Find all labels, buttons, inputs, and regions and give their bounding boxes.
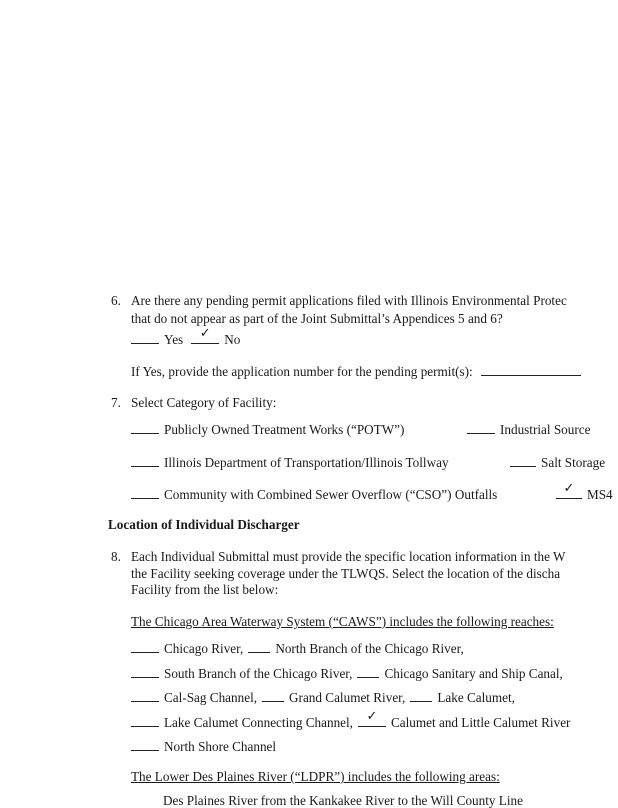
lake-calumet-connecting-label: Lake Calumet Connecting Channel,	[164, 715, 353, 730]
idot-blank[interactable]	[131, 454, 159, 467]
north-shore-blank[interactable]	[131, 738, 159, 751]
salt-blank[interactable]	[510, 454, 536, 467]
cal-sag-blank[interactable]	[131, 689, 159, 702]
q7-option-potw	[131, 421, 404, 436]
north-branch-label: North Branch of the Chicago River,	[275, 641, 464, 656]
q7-option-cso	[131, 486, 497, 501]
section-heading: Location of Individual Discharger	[108, 517, 300, 532]
north-shore-label: North Shore Channel	[164, 739, 277, 754]
q7-option-ms4	[556, 481, 613, 502]
check-mark-icon: ✓	[199, 326, 211, 341]
salt-label: Salt Storage	[541, 455, 606, 470]
q8-line3: Facility from the list below:	[131, 582, 279, 597]
chicago-river-blank[interactable]	[131, 640, 159, 653]
q6-if-yes-row	[131, 363, 586, 378]
q7-option-salt	[510, 454, 605, 469]
q6-yes-blank[interactable]	[131, 331, 159, 344]
q8-number: 8.	[111, 549, 121, 564]
caws-heading: The Chicago Area Waterway System (“CAWS”) includes the following reaches:	[131, 614, 554, 629]
q6-number: 6.	[111, 293, 121, 308]
q7-option-idot	[131, 454, 449, 469]
q6-no-blank[interactable]	[191, 326, 219, 344]
q6-answer-row	[131, 326, 241, 347]
q7-option-industrial	[467, 421, 590, 436]
ms4-blank[interactable]	[556, 481, 582, 499]
grand-calumet-label: Grand Calumet River,	[289, 690, 406, 705]
ldpr-item-1: Des Plaines River from the Kankakee River to the Will County Line	[163, 793, 523, 808]
caws-row-3	[131, 689, 515, 704]
caws-row-1	[131, 640, 464, 655]
lake-calumet-blank[interactable]	[410, 689, 432, 702]
potw-blank[interactable]	[131, 421, 159, 434]
south-branch-label: South Branch of the Chicago River,	[164, 666, 353, 681]
caws-row-5	[131, 738, 276, 753]
q6-line2: that do not appear as part of the Joint Submittal’s Appendices 5 and 6?	[131, 311, 503, 326]
q6-if-yes-text: If Yes, provide the application number for the pending permit(s):	[131, 364, 473, 379]
cso-label: Community with Combined Sewer Overflow (“CSO”) Outfalls	[164, 487, 498, 502]
q8-line1: Each Individual Submittal must provide the specific location information in the W	[131, 549, 566, 564]
cso-blank[interactable]	[131, 486, 159, 499]
ldpr-heading: The Lower Des Plaines River (“LDPR”) includes the following areas:	[131, 769, 500, 784]
calumet-little-blank[interactable]	[358, 709, 386, 727]
industrial-blank[interactable]	[467, 421, 495, 434]
idot-label: Illinois Department of Transportation/Illinois Tollway	[164, 455, 449, 470]
q7-number: 7.	[111, 395, 121, 410]
caws-row-2	[131, 665, 563, 680]
q6-line1: Are there any pending permit applications filed with Illinois Environmental Protec	[131, 293, 567, 308]
chicago-river-label: Chicago River,	[164, 641, 244, 656]
sanitary-ship-label: Chicago Sanitary and Ship Canal,	[384, 666, 563, 681]
cal-sag-label: Cal-Sag Channel,	[164, 690, 258, 705]
lake-calumet-connecting-blank[interactable]	[131, 714, 159, 727]
lake-calumet-label: Lake Calumet,	[437, 690, 515, 705]
potw-label: Publicly Owned Treatment Works (“POTW”)	[164, 422, 405, 437]
q8-line2: the Facility seeking coverage under the TLWQS. Select the location of the discha	[131, 566, 561, 581]
q6-no-label: No	[224, 332, 241, 347]
north-branch-blank[interactable]	[248, 640, 270, 653]
calumet-little-label: Calumet and Little Calumet River	[390, 715, 571, 730]
q6-permit-number-field[interactable]	[481, 363, 581, 376]
check-mark-icon: ✓	[366, 709, 378, 724]
industrial-label: Industrial Source	[500, 422, 591, 437]
south-branch-blank[interactable]	[131, 665, 159, 678]
q7-prompt: Select Category of Facility:	[131, 395, 277, 410]
q6-yes-label: Yes	[164, 332, 184, 347]
grand-calumet-blank[interactable]	[262, 689, 284, 702]
check-mark-icon: ✓	[563, 481, 575, 496]
caws-row-4	[131, 709, 571, 730]
ms4-label: MS4	[587, 487, 613, 502]
sanitary-ship-blank[interactable]	[357, 665, 379, 678]
